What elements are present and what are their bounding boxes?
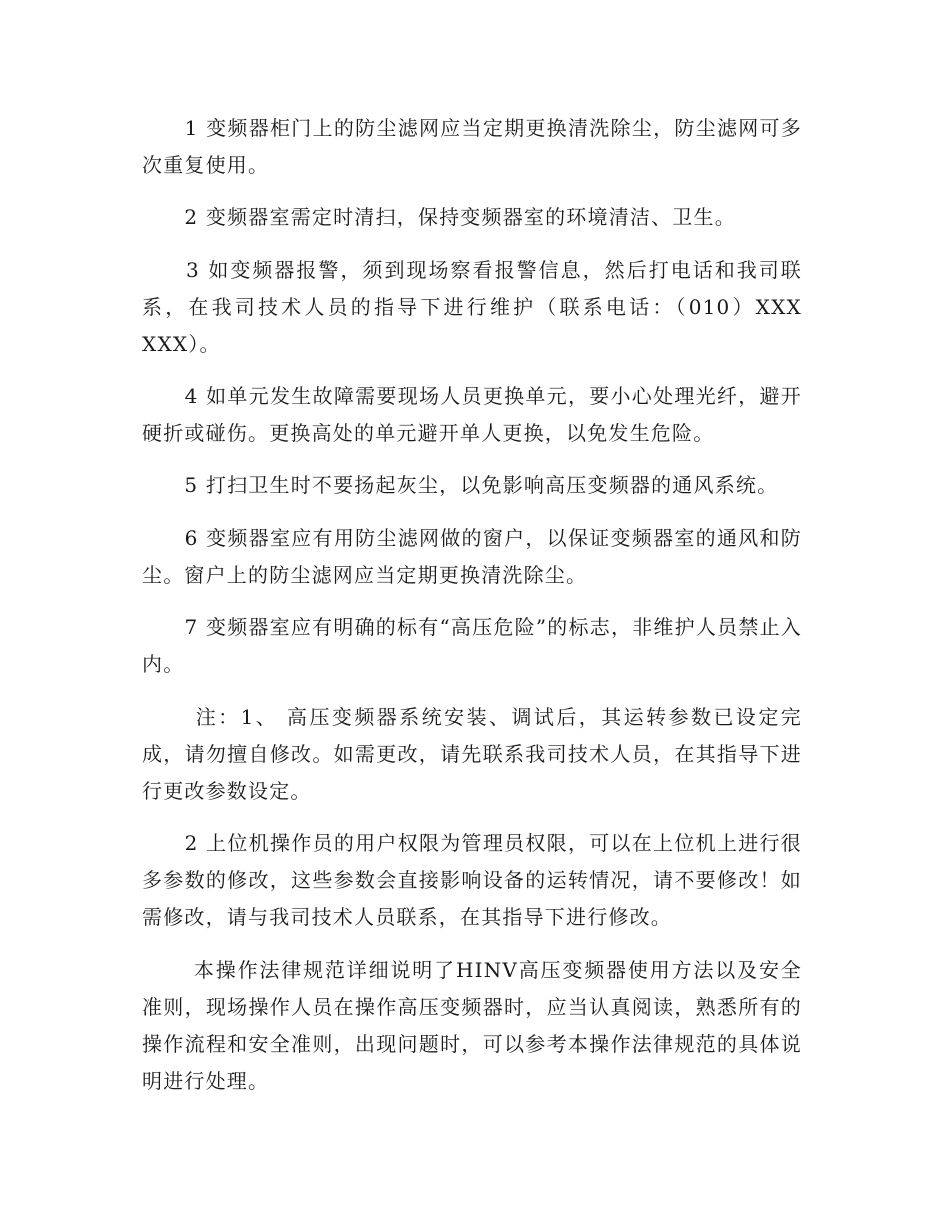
paragraph-7 bbox=[142, 609, 802, 683]
paragraph-text: 本操作法律规范详细说明了HINV高压变频器使用方法以及安全准则，现场操作人员在操作高压变频器时，应当认真阅读，熟悉所有的操作流程和安全准则，出现问题时，可以参考本操作法律规范的具体说明进行处理。 bbox=[142, 958, 802, 1093]
paragraph-indent bbox=[142, 526, 185, 550]
paragraph-note-2 bbox=[142, 825, 802, 936]
paragraph-text: 1 变频器柜门上的防尘滤网应当定期更换清洗除尘，防尘滤网可多次重复使用。 bbox=[142, 116, 802, 177]
paragraph-indent bbox=[142, 473, 184, 497]
paragraph-text: 注：1、 高压变频器系统安装、调试后，其运转参数已设定完成，请勿擅自修改。如需更改，请先联系我司技术人员，在其指导下进行更改参数设定。 bbox=[142, 705, 802, 803]
paragraph-2 bbox=[142, 199, 802, 236]
paragraph-indent bbox=[142, 116, 185, 140]
paragraph-5 bbox=[142, 467, 802, 504]
paragraph-indent bbox=[142, 205, 184, 229]
paragraph-indent bbox=[142, 615, 184, 639]
paragraph-1 bbox=[142, 110, 802, 184]
paragraph-indent bbox=[142, 958, 194, 982]
paragraph-text: 7 变频器室应有明确的标有“高压危险”的标志，非维护人员禁止入内。 bbox=[142, 615, 803, 676]
paragraph-indent bbox=[142, 705, 196, 729]
paragraph-text: 4 如单元发生故障需要现场人员更换单元，要小心处理光纤，避开硬折或碰伤。更换高处的单元避开单人更换，以免发生危险。 bbox=[142, 384, 802, 445]
paragraph-text: 5 打扫卫生时不要扬起灰尘，以免影响高压变频器的通风系统。 bbox=[184, 473, 779, 497]
paragraph-text: 2 上位机操作员的用户权限为管理员权限，可以在上位机上进行很多参数的修改，这些参数会直接影响设备的运转情况，请不要修改！如需修改，请与我司技术人员联系，在其指导下进行修改。 bbox=[142, 831, 802, 929]
paragraph-note-1 bbox=[142, 699, 802, 810]
paragraph-6 bbox=[142, 520, 802, 594]
paragraph-4 bbox=[142, 378, 802, 452]
paragraph-indent bbox=[142, 258, 186, 282]
paragraph-summary bbox=[142, 952, 802, 1100]
paragraph-text: 3 如变频器报警，须到现场察看报警信息，然后打电话和我司联系，在我司技术人员的指导下进行维护（联系电话：（010）XXX XXX）。 bbox=[142, 258, 802, 356]
paragraph-text: 6 变频器室应有用防尘滤网做的窗户，以保证变频器室的通风和防尘。窗户上的防尘滤网应当定期更换清洗除尘。 bbox=[142, 526, 802, 587]
paragraph-3 bbox=[142, 252, 802, 363]
paragraph-text: 2 变频器室需定时清扫，保持变频器室的环境清洁、卫生。 bbox=[184, 205, 736, 229]
paragraph-indent bbox=[142, 831, 185, 855]
paragraph-indent bbox=[142, 384, 185, 408]
